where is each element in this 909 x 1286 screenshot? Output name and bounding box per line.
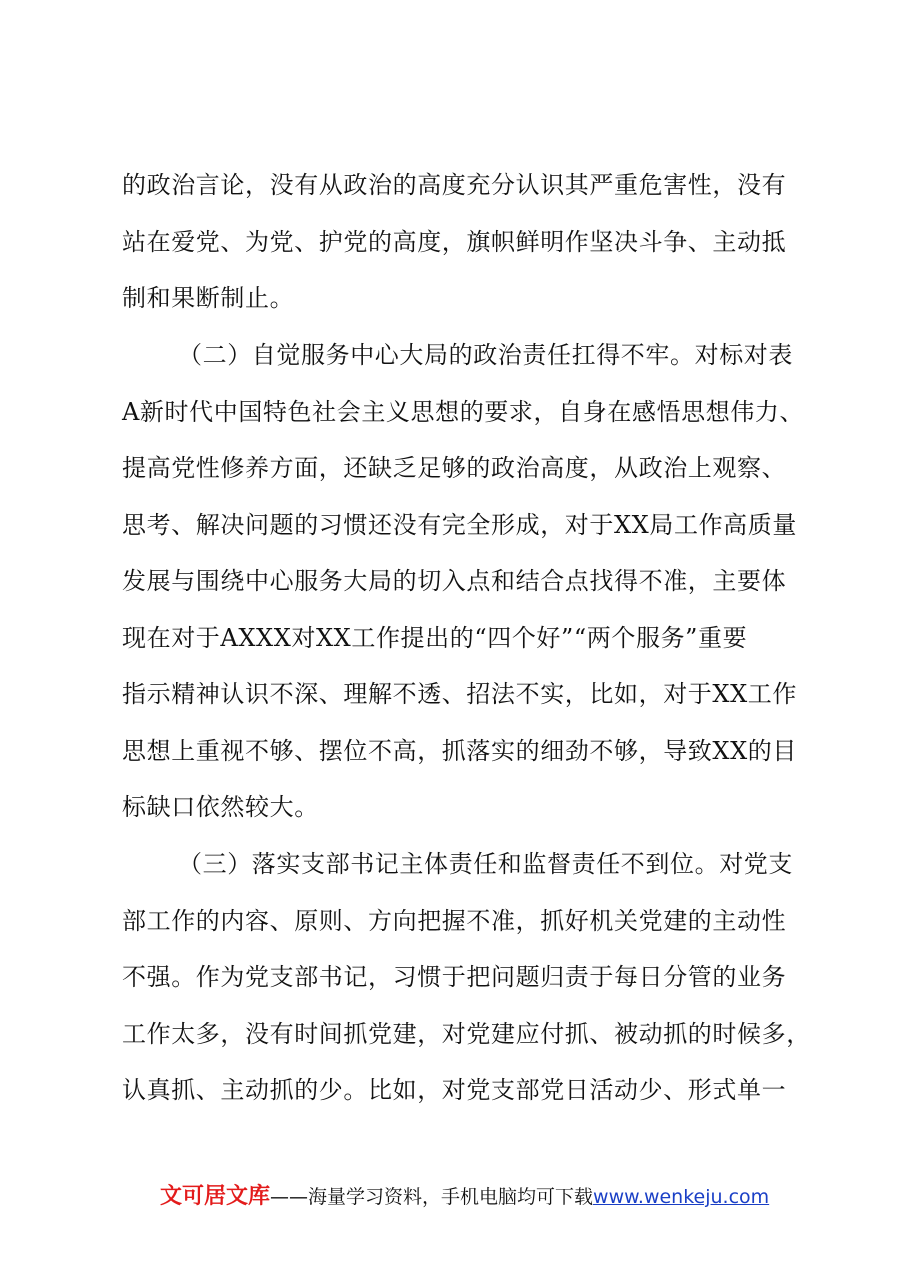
text-line: 提高党性修养方面，还缺乏足够的政治高度，从政治上观察、 [122,454,787,482]
text-line: 现在对于AXXX对XX工作提出的“四个好”“两个服务”重要 [122,624,748,652]
text-line: 标缺口依然较大。 [122,793,319,821]
text-line: A新时代中国特色社会主义思想的要求，自身在感悟思想伟力、 [122,398,805,426]
text-line: 部工作的内容、原则、方向把握不准，抓好机关党建的主动性 [122,907,787,935]
text-line: 的政治言论，没有从政治的高度充分认识其严重危害性，没有 [122,171,787,199]
section-heading-line: （三）落实支部书记主体责任和监督责任不到位。对党支 [178,850,793,878]
footer-url-link[interactable]: www.wenkeju.com [593,1186,770,1208]
text-line: 思想上重视不够、摆位不高，抓落实的细劲不够，导致XX的目 [122,737,797,765]
text-line: 制和果断制止。 [122,284,295,312]
text-line: 发展与围绕中心服务大局的切入点和结合点找得不准，主要体 [122,567,787,595]
text-line: 指示精神认识不深、理解不透、招法不实，比如，对于XX工作 [122,680,797,708]
section-heading-line: （二）自觉服务中心大局的政治责任扛得不牢。对标对表 [178,341,793,369]
footer-tagline: ——海量学习资料，手机电脑均可下载 [270,1186,594,1208]
text-line: 认真抓、主动抓的少。比如，对党支部党日活动少、形式单一 [122,1076,787,1104]
footer-brand: 文可居文库 [160,1184,271,1209]
text-line: 不强。作为党支部书记，习惯于把问题归责于每日分管的业务 [122,963,787,991]
text-line: 工作太多，没有时间抓党建，对党建应付抓、被动抓的时候多， [122,1020,811,1048]
text-line: 思考、解决问题的习惯还没有完全形成，对于XX局工作高质量 [122,511,797,539]
text-line: 站在爱党、为党、护党的高度，旗帜鲜明作坚决斗争、主动抵 [122,228,787,256]
footer-banner [160,1182,769,1213]
